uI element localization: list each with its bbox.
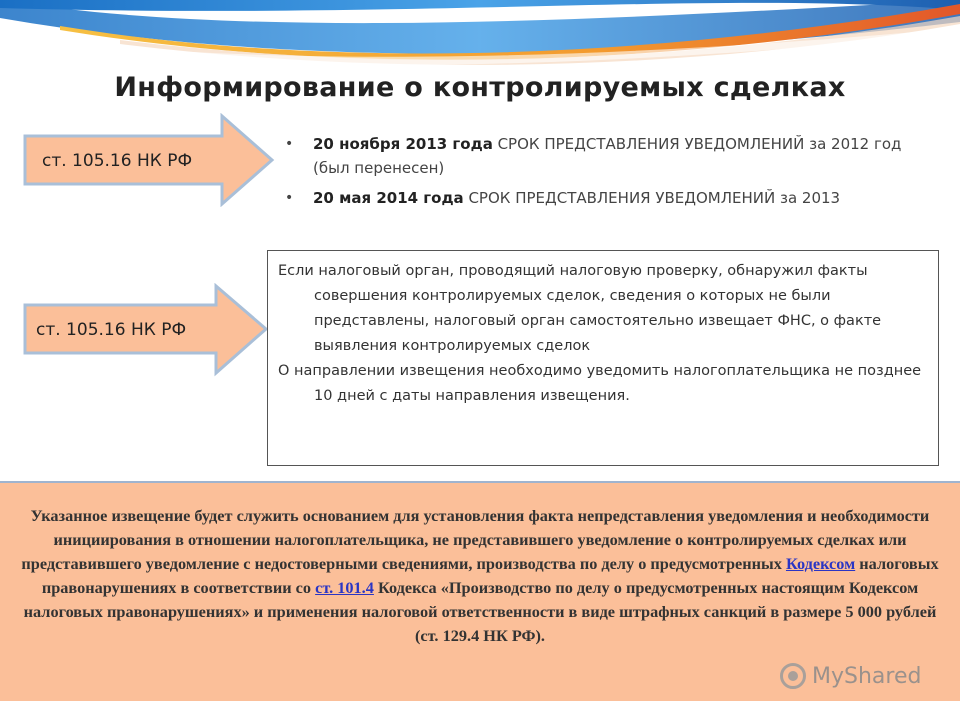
arrow-label: ст. 105.16 НК РФ [36,320,187,340]
code-link[interactable]: Кодексом [785,554,856,573]
info-box [267,250,939,466]
list-item [285,186,925,210]
deadline-text: СРОК ПРЕДСТАВЛЕНИЯ УВЕДОМЛЕНИЙ за 2012 год (был перенесен) [313,135,902,177]
deadline-date: 20 мая 2014 года [313,189,464,207]
list-item [285,132,925,180]
myshared-logo-icon [780,663,806,689]
info-paragraph: Если налоговый орган, проводящий налоговую проверку, обнаружил факты совершения контролируемых сделок, сведения о которых не были представлены, налоговый орган самостоятельно извещает ФНС, о факте выявления контролируемых сделок [278,263,882,354]
bullet-icon: • [285,136,294,152]
notice-text: налоговых правонарушениях в соответствии со [41,554,939,597]
watermark-text: MyShared [812,663,922,689]
header-decoration [0,0,960,70]
arrow-article-1 [22,113,276,207]
notice-text: Кодекса «Производство по делу о предусмотренных настоящим Кодексом налоговых правонарушениях» и применения налоговой ответственности в виде штрафных санкций в размере 5 000 рублей (ст. 129.4 НК РФ). [23,578,937,645]
arrow-label: ст. 105.16 НК РФ [42,151,193,171]
article-link[interactable]: ст. 101.4 [315,578,374,597]
deadline-text: СРОК ПРЕДСТАВЛЕНИЯ УВЕДОМЛЕНИЙ за 2013 [463,189,841,207]
notice-text: Указанное извещение будет служить основанием для установления факта непредставления уведомления и необходимости инициирования в отношении налогоплательщика, не представившего уведомление о контролируемых сделках или представившего уведомление с недостоверными сведениями, производства по делу о предусмотренных [21,506,930,573]
bullet-icon: • [285,190,294,206]
info-paragraph: О направлении извещения необходимо уведомить налогоплательщика не позднее 10 дней с даты направления извещения. [278,363,922,404]
deadline-list [285,132,925,216]
watermark [780,661,921,691]
arrow-article-2 [22,283,270,377]
deadline-date: 20 ноября 2013 года [313,135,493,153]
page-title: Информирование о контролируемых сделках [114,72,846,103]
